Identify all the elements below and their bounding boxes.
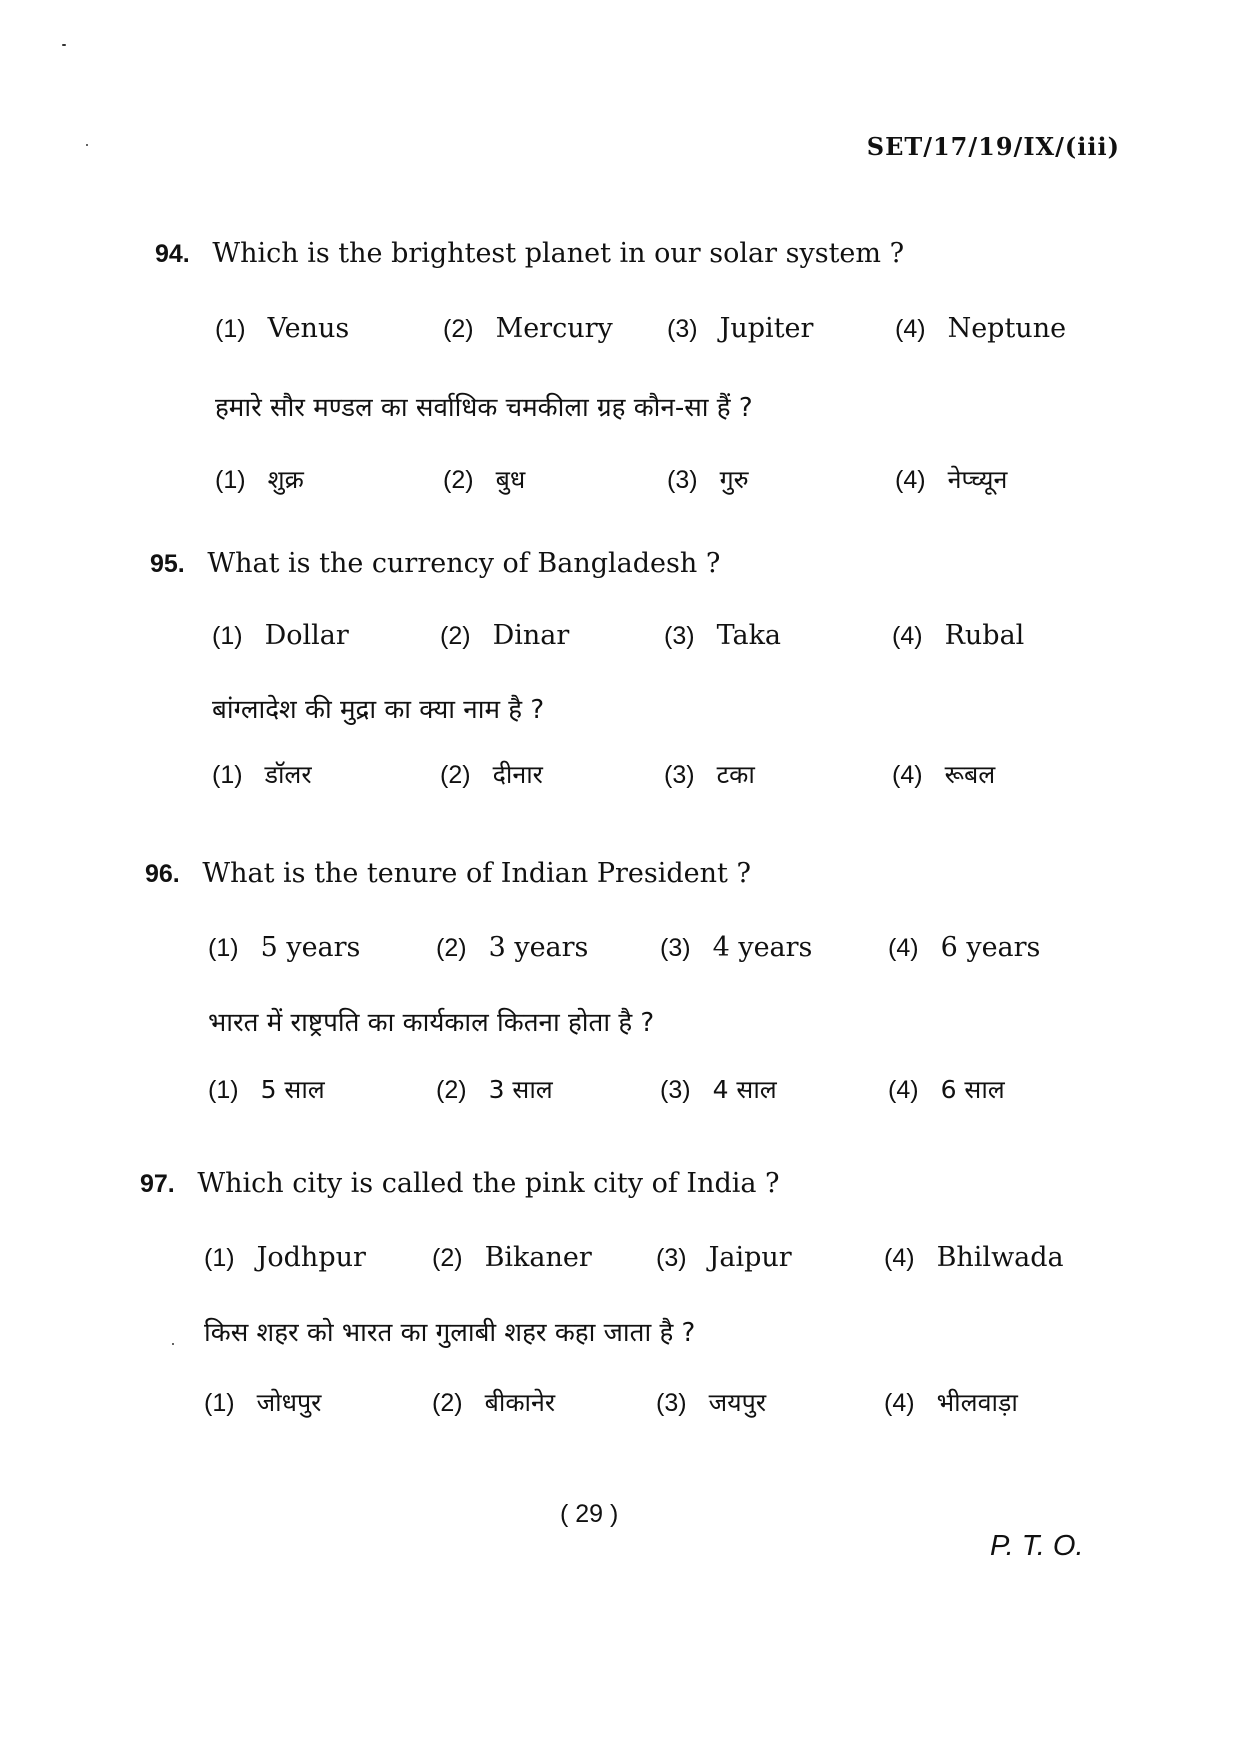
option-2: (2) बीकानेर xyxy=(432,1388,556,1417)
question-text-en: Which city is called the pink city of India ? xyxy=(197,1168,780,1199)
option-1: (1) शुक्र xyxy=(215,465,304,494)
option-4: (4) नेप्च्यून xyxy=(895,465,1008,494)
question-number: 95. xyxy=(150,550,185,578)
option-4: (4) रूबल xyxy=(892,760,996,789)
options-en xyxy=(204,1242,1204,1282)
option-2: (2) 3 साल xyxy=(436,1075,553,1104)
option-1: (1) Dollar xyxy=(212,620,349,651)
option-1: (1) Venus xyxy=(215,313,350,344)
question-text-en: What is the tenure of Indian President ? xyxy=(202,858,751,889)
scan-speck xyxy=(86,144,88,146)
options-hi xyxy=(215,462,1215,502)
option-2: (2) Mercury xyxy=(443,313,613,344)
question-text-en: What is the currency of Bangladesh ? xyxy=(207,548,721,579)
option-3: (3) टका xyxy=(664,760,755,789)
options-en xyxy=(215,313,1215,353)
options-en xyxy=(212,620,1212,660)
option-3: (3) Jaipur xyxy=(656,1242,792,1273)
option-2: (2) दीनार xyxy=(440,760,543,789)
option-1: (1) 5 साल xyxy=(208,1075,325,1104)
option-3: (3) 4 साल xyxy=(660,1075,777,1104)
question-text-hi: किस शहर को भारत का गुलाबी शहर कहा जाता है ? xyxy=(204,1318,696,1348)
question-text-hi: भारत में राष्ट्रपति का कार्यकाल कितना होता है ? xyxy=(208,1008,655,1038)
option-1: (1) जोधपुर xyxy=(204,1388,322,1417)
options-hi xyxy=(204,1385,1204,1425)
question-text-en: Which is the brightest planet in our solar system ? xyxy=(212,238,905,269)
option-2: (2) 3 years xyxy=(436,932,589,963)
question-number: 96. xyxy=(145,860,180,888)
option-4: (4) भीलवाड़ा xyxy=(884,1388,1018,1417)
option-4: (4) 6 years xyxy=(888,932,1041,963)
option-1: (1) डॉलर xyxy=(212,760,312,789)
option-3: (3) Jupiter xyxy=(667,313,814,344)
options-hi xyxy=(212,757,1212,797)
options-en xyxy=(208,932,1208,972)
question-text-hi: हमारे सौर मण्डल का सर्वाधिक चमकीला ग्रह कौन-सा हैं ? xyxy=(215,393,753,423)
page-number: ( 29 ) xyxy=(560,1500,619,1528)
option-2: (2) Bikaner xyxy=(432,1242,592,1273)
option-1: (1) 5 years xyxy=(208,932,361,963)
pto-label: P. T. O. xyxy=(990,1530,1084,1562)
question-number: 94. xyxy=(155,240,190,268)
option-1: (1) Jodhpur xyxy=(204,1242,366,1273)
option-4: (4) Bhilwada xyxy=(884,1242,1064,1273)
option-3: (3) गुरु xyxy=(667,465,749,494)
option-2: (2) Dinar xyxy=(440,620,570,651)
question-text-hi: बांग्लादेश की मुद्रा का क्या नाम है ? xyxy=(212,695,545,725)
options-hi xyxy=(208,1072,1208,1112)
scan-speck xyxy=(62,44,66,46)
option-4: (4) Rubal xyxy=(892,620,1025,651)
option-3: (3) 4 years xyxy=(660,932,813,963)
option-2: (2) बुध xyxy=(443,465,526,494)
scan-speck xyxy=(172,1343,174,1345)
option-3: (3) जयपुर xyxy=(656,1388,767,1417)
option-4: (4) Neptune xyxy=(895,313,1067,344)
option-3: (3) Taka xyxy=(664,620,782,651)
question-number: 97. xyxy=(140,1170,175,1198)
set-code: SET/17/19/IX/(iii) xyxy=(866,132,1120,161)
option-4: (4) 6 साल xyxy=(888,1075,1005,1104)
